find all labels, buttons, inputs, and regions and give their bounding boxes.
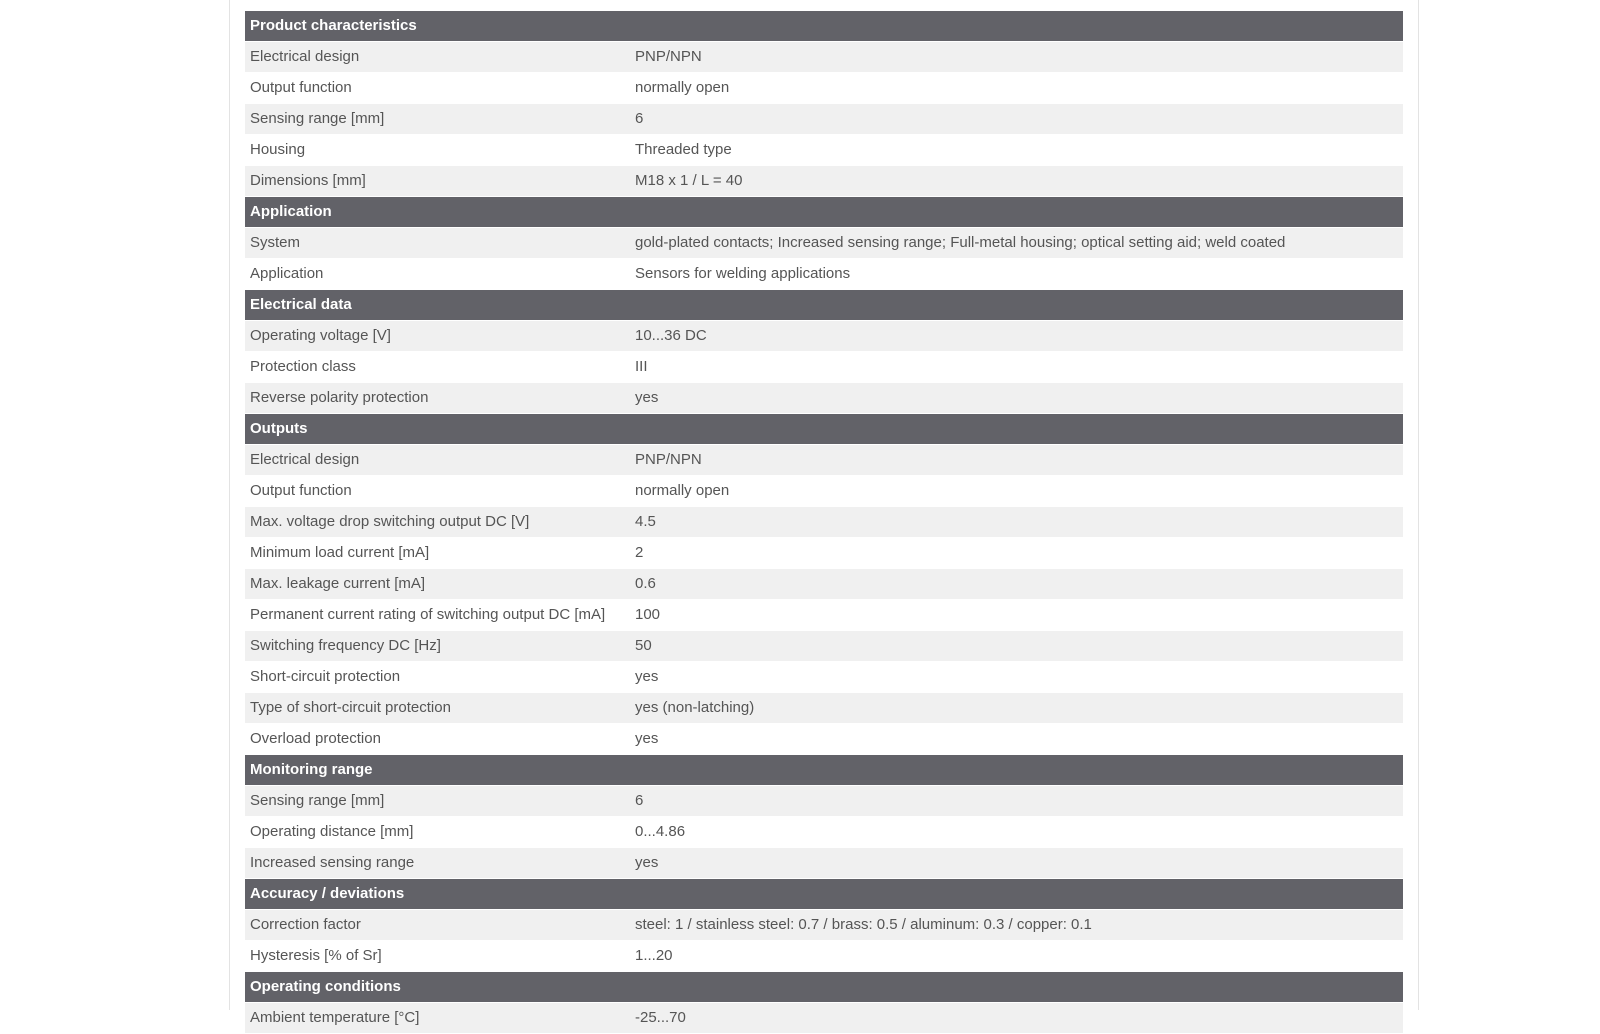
section-header-row [245,11,1403,42]
spec-row [245,135,1403,166]
spec-label: Permanent current rating of switching output DC [mA] [245,600,630,631]
spec-label: Application [245,259,630,290]
spec-label: Operating distance [mm] [245,817,630,848]
section-title: Electrical data [245,290,1403,321]
spec-row [245,507,1403,538]
spec-row [245,42,1403,73]
spec-label: Max. voltage drop switching output DC [V] [245,507,630,538]
spec-value: Sensors for welding applications [630,259,1403,290]
spec-row [245,445,1403,476]
spec-row [245,941,1403,972]
section-header-row [245,197,1403,228]
spec-label: Sensing range [mm] [245,786,630,817]
spec-row [245,817,1403,848]
spec-value: steel: 1 / stainless steel: 0.7 / brass: 0.5 / aluminum: 0.3 / copper: 0.1 [630,910,1403,941]
spec-label: Minimum load current [mA] [245,538,630,569]
spec-label: Overload protection [245,724,630,755]
spec-row [245,476,1403,507]
spec-row [245,352,1403,383]
spec-row [245,724,1403,755]
section-header-row [245,755,1403,786]
spec-row [245,693,1403,724]
spec-label: Correction factor [245,910,630,941]
section-title: Application [245,197,1403,228]
spec-label: Type of short-circuit protection [245,693,630,724]
spec-value: normally open [630,476,1403,507]
section-header-row [245,972,1403,1003]
spec-label: Sensing range [mm] [245,104,630,135]
spec-value: yes [630,724,1403,755]
section-header-row [245,290,1403,321]
spec-label: Electrical design [245,42,630,73]
spec-row [245,73,1403,104]
spec-row [245,104,1403,135]
spec-row [245,786,1403,817]
section-title: Product characteristics [245,11,1403,42]
spec-label: Operating voltage [V] [245,321,630,352]
spec-value: -25...70 [630,1003,1403,1034]
spec-value: yes [630,383,1403,414]
spec-label: Hysteresis [% of Sr] [245,941,630,972]
spec-label: Output function [245,476,630,507]
spec-label: Electrical design [245,445,630,476]
spec-label: Short-circuit protection [245,662,630,693]
technical-data-body [245,11,1403,1034]
technical-data-table [245,11,1403,1034]
spec-value: PNP/NPN [630,445,1403,476]
spec-label: Switching frequency DC [Hz] [245,631,630,662]
spec-value: yes (non-latching) [630,693,1403,724]
spec-label: Output function [245,73,630,104]
spec-value: 2 [630,538,1403,569]
spec-row [245,662,1403,693]
spec-row [245,383,1403,414]
spec-row [245,538,1403,569]
spec-label: Ambient temperature [°C] [245,1003,630,1034]
section-title: Monitoring range [245,755,1403,786]
spec-row [245,321,1403,352]
spec-value: 1...20 [630,941,1403,972]
spec-label: Housing [245,135,630,166]
spec-row [245,166,1403,197]
spec-value: PNP/NPN [630,42,1403,73]
spec-value: 6 [630,104,1403,135]
section-header-row [245,879,1403,910]
spec-value: III [630,352,1403,383]
spec-row [245,569,1403,600]
spec-value: normally open [630,73,1403,104]
spec-value: gold-plated contacts; Increased sensing range; Full-metal housing; optical setting aid; weld coated [630,228,1403,259]
spec-label: Increased sensing range [245,848,630,879]
spec-label: Reverse polarity protection [245,383,630,414]
spec-row [245,228,1403,259]
spec-label: Max. leakage current [mA] [245,569,630,600]
spec-value: 6 [630,786,1403,817]
spec-row [245,848,1403,879]
spec-value: Threaded type [630,135,1403,166]
section-header-row [245,414,1403,445]
section-title: Accuracy / deviations [245,879,1403,910]
spec-value: 50 [630,631,1403,662]
spec-value: M18 x 1 / L = 40 [630,166,1403,197]
section-title: Outputs [245,414,1403,445]
spec-value: 0...4.86 [630,817,1403,848]
spec-value: 10...36 DC [630,321,1403,352]
spec-row [245,600,1403,631]
spec-value: 100 [630,600,1403,631]
spec-value: 0.6 [630,569,1403,600]
spec-value: yes [630,848,1403,879]
spec-label: Protection class [245,352,630,383]
spec-row [245,1003,1403,1034]
spec-row [245,910,1403,941]
spec-row [245,631,1403,662]
spec-label: Dimensions [mm] [245,166,630,197]
spec-value: yes [630,662,1403,693]
spec-row [245,259,1403,290]
spec-label: System [245,228,630,259]
spec-value: 4.5 [630,507,1403,538]
section-title: Operating conditions [245,972,1403,1003]
